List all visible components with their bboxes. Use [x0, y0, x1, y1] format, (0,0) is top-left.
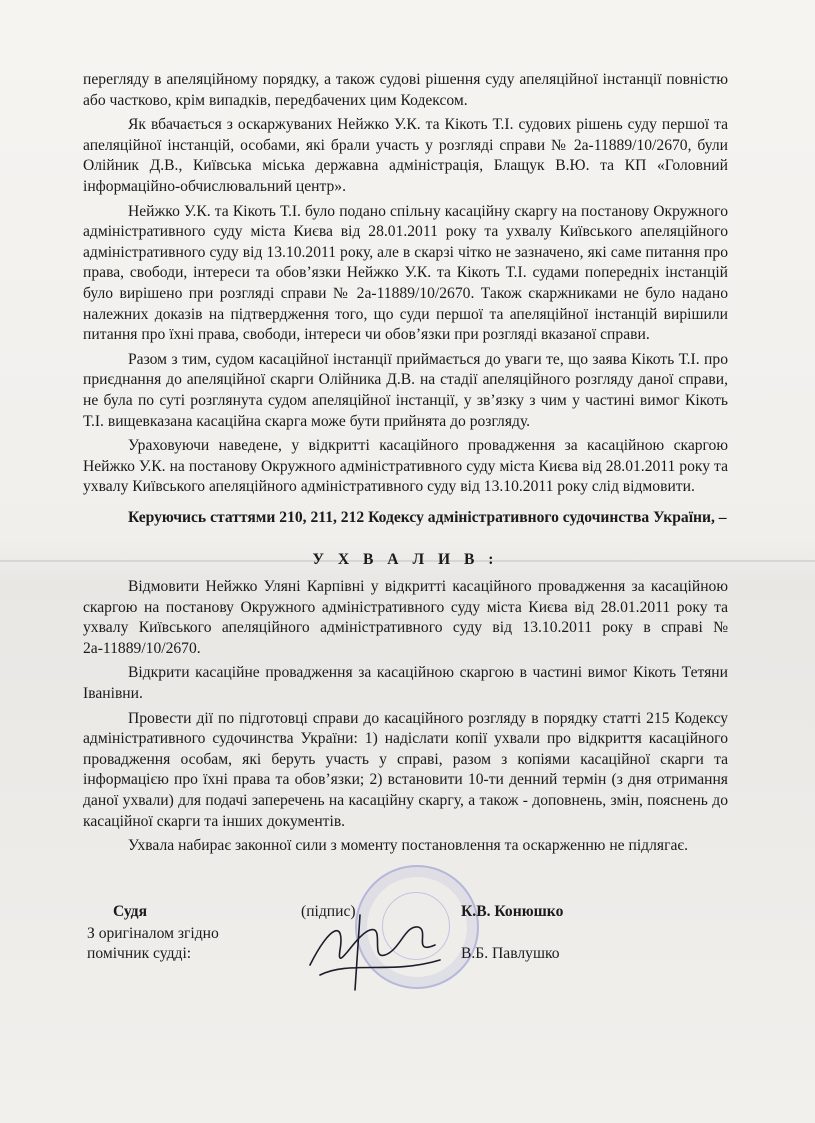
- paragraph-guided-by: Керуючись статтями 210, 211, 212 Кодексу адміністративного судочинства України, –: [128, 508, 727, 526]
- paragraph-continuation: перегляду в апеляційному порядку, а також судові рішення суду апеляційної інстанції повністю або частково, крім випадків, передбачених цим Кодексом.: [83, 71, 728, 109]
- paragraph-parties: Як вбачається з оскаржуваних Нейжко У.К. та Кікоть Т.І. судових рішень суду першої та апеляційної інстанцій, особами, які брали участь у розгляді справи № 2а-11889/10/2670, були Олійник Д.В., Київська міська державна адміністрація, Блащук В.Ю. та КП «Головний інформаційно-обчислювальний центр».: [83, 116, 728, 195]
- decision-actions: Провести дії по підготовці справи до касаційного розгляду в порядку статті 215 Кодексу адміністративного судочинства України: 1) надіслати копії ухвали про відкриття касаційного провадження особам, які беруть участь у справі, разом з копіями касаційної скарги та інформацією про їхні права та обов’язки; 2) встановити 10-ти денний термін (з дня отримання даної ухвали) для подачі заперечень на касаційну скаргу, а також - доповнень, змін, пояснень до касаційної скарги та інших документів.: [83, 709, 728, 830]
- judge-name: К.В. Конюшко: [461, 903, 564, 920]
- copy-label-line1: З оригіналом згідно: [87, 925, 219, 942]
- document-body: [83, 70, 728, 861]
- signed-label: (підпис): [301, 903, 356, 920]
- judge-label: Судя: [113, 903, 148, 920]
- decision-open: Відкрити касаційне провадження за касаційною скаргою в частині вимог Кікоть Тетяни Іванівни.: [83, 664, 728, 703]
- assistant-name: В.Б. Павлушко: [461, 945, 560, 962]
- decision-title: У Х В А Л И В :: [312, 551, 499, 569]
- paragraph-complaint: Нейжко У.К. та Кікоть Т.І. було подано спільну касаційну скаргу на постанову Окружного адміністративного суду міста Києва від 28.01.2011 року та ухвалу Київського апеляційного адміністративного суду від 13.10.2011 року, але в скарзі чітко не зазначено, які саме питання про права, свободи, інтереси та обов’язки Нейжко У.К. та Кікоть Т.І. судами попередніх інстанцій було вирішено при розгляді справи № 2а-11889/10/2670. Також скаржниками не було надано належних доказів на підтвердження того, що суди першої та апеляційної інстанцій вирішили питання про їхні права, свободи, інтереси чи обов’язки при розгляді вказаної справи.: [83, 202, 728, 344]
- paragraph-conclusion: Ураховуючи наведене, у відкритті касаційного провадження за касаційною скаргою Нейжко У.К. на постанову Окружного адміністративного суду міста Києва від 28.01.2011 року та ухвалу Київського апеляційного адміністративного суду від 13.10.2011 року слід відмовити.: [83, 437, 728, 496]
- decision-force: Ухвала набирає законної сили з моменту постановлення та оскарженню не підлягає.: [128, 837, 688, 855]
- copy-label-line2: помічник судді:: [87, 945, 192, 962]
- decision-refuse: Відмовити Нейжко Уляні Карпівні у відкритті касаційного провадження за касаційною скаргою на постанову Окружного адміністративного суду міста Києва від 28.01.2011 року та ухвалу Київського апеляційного адміністративного суду від 13.10.2011 року в справі № 2а-11889/10/2670.: [83, 578, 728, 657]
- paragraph-consideration: Разом з тим, судом касаційної інстанції приймається до уваги те, що заява Кікоть Т.І. про приєднання до апеляційної скарги Олійника Д.В. на стадії апеляційного розгляду даної справи, не була по суті розглянута судом апеляційної інстанції, у зв’язку з чим у частині вимог Кікоть Т.І. вищевказана касаційна скарга може бути прийнята до розгляду.: [83, 350, 728, 430]
